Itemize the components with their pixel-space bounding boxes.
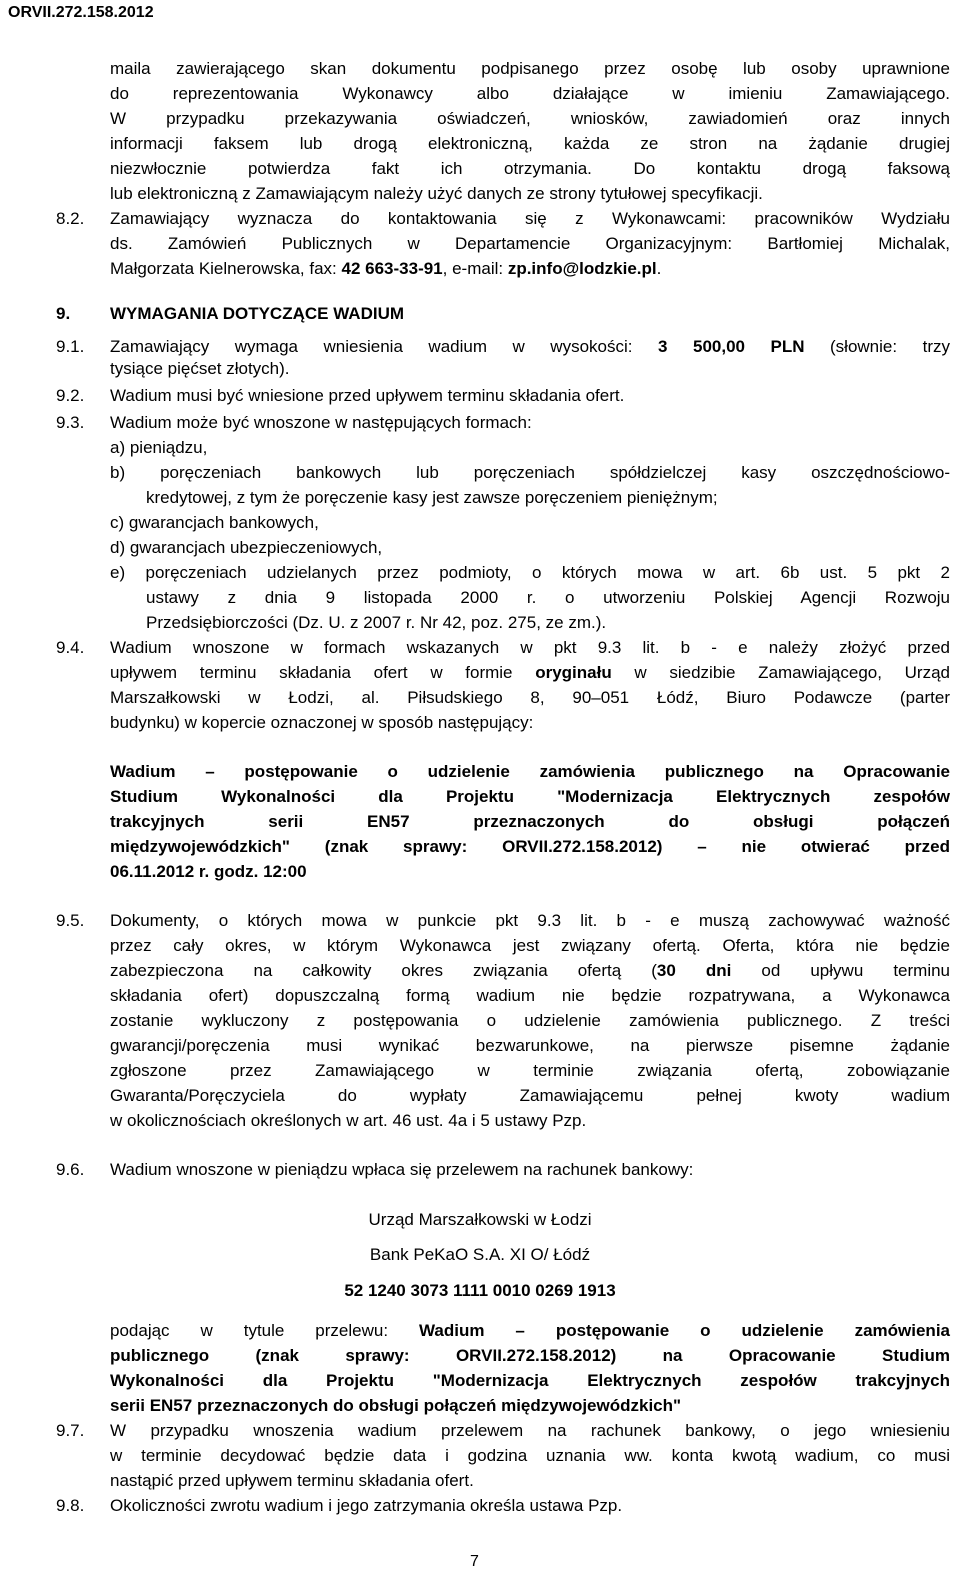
- s8-line-1: maila zawierającego skan dokumentu podpisanego przez osobę lub osoby uprawnione: [110, 59, 950, 78]
- transfer-title-line-2: publicznego (znak sprawy: ORVII.272.158.2012) na Opracowanie Studium: [110, 1346, 950, 1365]
- p94-number: 9.4.: [56, 638, 85, 657]
- p97-number: 9.7.: [56, 1421, 85, 1440]
- wadium-amount: 3 500,00 PLN: [658, 337, 805, 356]
- p93-item-b-line-1: b) poręczeniach bankowych lub poręczeniach spółdzielczej kasy oszczędnościowo-: [110, 463, 950, 482]
- bank-recipient: Urząd Marszałkowski w Łodzi: [368, 1210, 592, 1229]
- p95-line-1: Dokumenty, o których mowa w punkcie pkt 9.3 lit. b - e muszą zachowywać ważność: [110, 911, 950, 930]
- bank-account-number: 52 1240 3073 1111 0010 0269 1913: [344, 1281, 616, 1300]
- p94-line-4: budynku) w kopercie oznaczonej w sposób następujący:: [110, 713, 534, 732]
- p82-number: 8.2.: [56, 209, 85, 228]
- fax-number: 42 663-33-91: [341, 259, 443, 278]
- p95-number: 9.5.: [56, 911, 85, 930]
- s8-line-3: W przypadku przekazywania oświadczeń, wniosków, zawiadomień oraz innych: [110, 109, 950, 128]
- s8-line-5: niezwłocznie potwierdza fakt ich otrzymania. Do kontaktu drogą faksową: [110, 159, 950, 178]
- p82-line-3: Małgorzata Kielnerowska, fax: 42 663-33-91, e-mail: zp.info@lodzkie.pl.: [110, 259, 662, 278]
- p94-line-1: Wadium wnoszone w formach wskazanych w pkt 9.3 lit. b - e należy złożyć przed: [110, 638, 950, 657]
- p93-number: 9.3.: [56, 413, 85, 432]
- p93-item-e-line-3: Przedsiębiorczości (Dz. U. z 2007 r. Nr 42, poz. 275, ze zm.).: [146, 613, 607, 632]
- transfer-title-line-1: podając w tytule przelewu: Wadium – postępowanie o udzielenie zamówienia: [110, 1321, 950, 1340]
- p82-line-2: ds. Zamówień Publicznych w Departamencie Organizacyjnym: Bartłomiej Michalak,: [110, 234, 950, 253]
- document-header-ref: ORVII.272.158.2012: [8, 4, 154, 21]
- envelope-label-line-1: Wadium – postępowanie o udzielenie zamówienia publicznego na Opracowanie: [110, 762, 950, 781]
- p95-line-3: zabezpieczona na całkowity okres związania ofertą (30 dni od upływu terminu: [110, 961, 951, 980]
- p93-item-e-line-2: ustawy z dnia 9 listopada 2000 r. o utworzeniu Polskiej Agencji Rozwoju: [146, 588, 950, 607]
- p93-item-a: a) pieniądzu,: [110, 438, 208, 457]
- p93-item-b-line-2: kredytowej, z tym że poręczenie kasy jest zawsze poręczeniem pieniężnym;: [146, 488, 718, 507]
- section-9-number: 9.: [56, 304, 71, 323]
- p96-text: Wadium wnoszone w pieniądzu wpłaca się przelewem na rachunek bankowy:: [110, 1160, 694, 1179]
- s8-line-2: do reprezentowania Wykonawcy albo działające w imieniu Zamawiającego.: [110, 84, 950, 103]
- p94-line-3: Marszałkowski w Łodzi, al. Piłsudskiego 8, 90–051 Łódź, Biuro Podawcze (parter: [110, 688, 950, 707]
- p82-line-1: Zamawiający wyznacza do kontaktowania się z Wykonawcami: pracowników Wydziału: [110, 209, 950, 228]
- p91-number: 9.1.: [56, 337, 85, 356]
- p92-number: 9.2.: [56, 386, 85, 405]
- p91-line-1: Zamawiający wymaga wniesienia wadium w wysokości: 3 500,00 PLN (słownie: trzy: [110, 337, 950, 356]
- p98-number: 9.8.: [56, 1496, 85, 1515]
- p95-line-2: przez cały okres, w którym Wykonawca jest związany ofertą. Oferta, która nie będzie: [110, 936, 950, 955]
- bank-branch: Bank PeKaO S.A. XI O/ Łódź: [369, 1245, 591, 1264]
- envelope-label-line-5: 06.11.2012 r. godz. 12:00: [110, 862, 307, 881]
- section-9-title: WYMAGANIA DOTYCZĄCE WADIUM: [110, 304, 405, 323]
- p91-line-2: tysiące pięćset złotych).: [110, 359, 290, 378]
- p95-line-9: w okolicznościach określonych w art. 46 ust. 4a i 5 ustawy Pzp.: [110, 1111, 587, 1130]
- envelope-label-line-4: międzywojewódzkich" (znak sprawy: ORVII.272.158.2012) – nie otwierać przed: [110, 837, 950, 856]
- p93-item-c: c) gwarancjach bankowych,: [110, 513, 319, 532]
- p95-line-6: gwarancji/poręczenia musi wynikać bezwarunkowe, na pierwsze pisemne żądanie: [110, 1036, 950, 1055]
- transfer-title-line-4: serii EN57 przeznaczonych do obsługi połączeń międzywojewódzkich": [110, 1396, 682, 1415]
- transfer-title-line-3: Wykonalności dla Projektu "Modernizacja Elektrycznych zespołów trakcyjnych: [110, 1371, 950, 1390]
- envelope-label-line-3: trakcyjnych serii EN57 przeznaczonych do obsługi połączeń: [110, 812, 950, 831]
- p95-line-4: składania ofert) dopuszczalną formą wadium nie będzie rozpatrywana, a Wykonawca: [110, 986, 950, 1005]
- page-number: 7: [470, 1553, 479, 1570]
- p93-item-e-line-1: e) poręczeniach udzielanych przez podmioty, o których mowa w art. 6b ust. 5 pkt 2: [110, 563, 950, 582]
- p93-item-d: d) gwarancjach ubezpieczeniowych,: [110, 538, 383, 557]
- envelope-label-line-2: Studium Wykonalności dla Projektu "Modernizacja Elektrycznych zespołów: [110, 787, 950, 806]
- p97-line-3: nastąpić przed upływem terminu składania ofert.: [110, 1471, 474, 1490]
- p97-line-1: W przypadku wnoszenia wadium przelewem na rachunek bankowy, o jego wniesieniu: [110, 1421, 950, 1440]
- p93-text: Wadium może być wnoszone w następujących formach:: [110, 413, 532, 432]
- p95-line-5: zostanie wykluczony z postępowania o udzielenie zamówienia publicznego. Z treści: [110, 1011, 950, 1030]
- p94-line-2: upływem terminu składania ofert w formie oryginału w siedzibie Zamawiającego, Urząd: [110, 663, 950, 682]
- p95-line-8: Gwaranta/Poręczyciela do wypłaty Zamawiającemu pełnej kwoty wadium: [110, 1086, 950, 1105]
- p96-number: 9.6.: [56, 1160, 85, 1179]
- p92-text: Wadium musi być wniesione przed upływem terminu składania ofert.: [110, 386, 625, 405]
- p98-text: Okoliczności zwrotu wadium i jego zatrzymania określa ustawa Pzp.: [110, 1496, 623, 1515]
- s8-line-4: informacji faksem lub drogą elektroniczną, każda ze stron na żądanie drugiej: [110, 134, 950, 153]
- s8-line-6: lub elektroniczną z Zamawiającym należy użyć danych ze strony tytułowej specyfikacji.: [110, 184, 763, 203]
- p95-line-7: zgłoszone przez Zamawiającego w terminie związania ofertą, zobowiązanie: [110, 1061, 950, 1080]
- email-address: zp.info@lodzkie.pl: [507, 259, 657, 278]
- p97-line-2: w terminie decydować będzie data i godzina uznania ww. konta kwotą wadium, co musi: [110, 1446, 950, 1465]
